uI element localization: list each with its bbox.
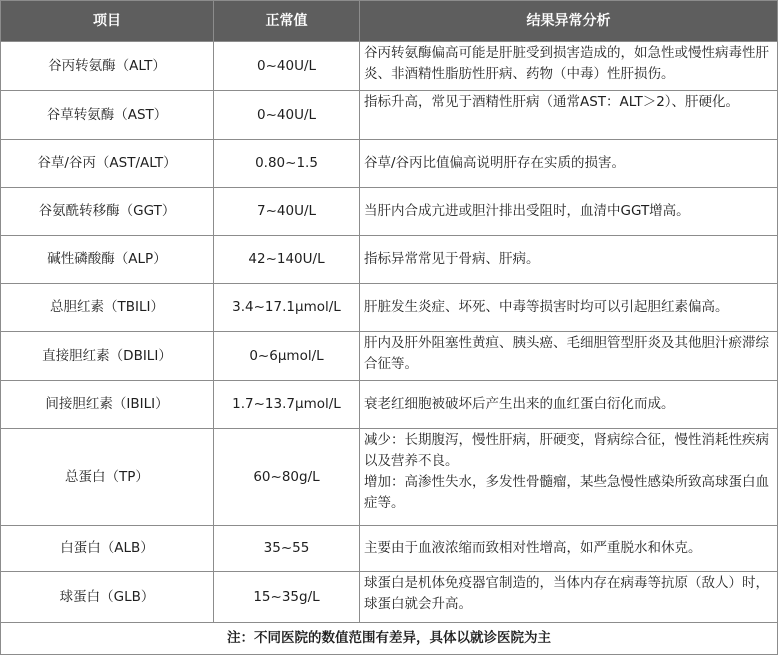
analysis-text xyxy=(360,140,778,188)
analysis-paragraph: 肝内及肝外阻塞性黄疸、胰头癌、毛细胆管型肝炎及其他胆汁瘀滞综合征等。 xyxy=(364,335,769,372)
item-name: 碱性磷酸酶（ALP） xyxy=(1,236,214,284)
table-header-row xyxy=(1,1,778,42)
analysis-paragraph-increase: 增加：高渗性失水，多发性骨髓瘤，某些急慢性感染所致高球蛋白血症等。 xyxy=(364,474,769,511)
normal-range: 3.4~17.1μmol/L xyxy=(214,284,360,332)
analysis-text xyxy=(360,572,778,623)
header-normal-value: 正常值 xyxy=(214,1,360,42)
footnote-row xyxy=(1,623,778,655)
normal-range: 0~6μmol/L xyxy=(214,332,360,381)
analysis-text xyxy=(360,91,778,140)
analysis-text xyxy=(360,332,778,381)
normal-range: 15~35g/L xyxy=(214,572,360,623)
analysis-text xyxy=(360,188,778,236)
table-row xyxy=(1,236,778,284)
item-name: 谷草/谷丙（AST/ALT） xyxy=(1,140,214,188)
footnote: 注：不同医院的数值范围有差异，具体以就诊医院为主 xyxy=(1,623,778,655)
analysis-text xyxy=(360,526,778,572)
item-name: 白蛋白（ALB） xyxy=(1,526,214,572)
table-row xyxy=(1,284,778,332)
analysis-paragraph: 指标升高，常见于酒精性肝病（通常AST：ALT＞2）、肝硬化。 xyxy=(364,94,740,110)
analysis-paragraph: 谷草/谷丙比值偏高说明肝存在实质的损害。 xyxy=(364,155,626,171)
item-name: 球蛋白（GLB） xyxy=(1,572,214,623)
table-row xyxy=(1,42,778,91)
analysis-paragraph: 当肝内合成亢进或胆汁排出受阻时，血清中GGT增高。 xyxy=(364,203,690,219)
normal-range: 0~40U/L xyxy=(214,42,360,91)
analysis-paragraph: 球蛋白是机体免疫器官制造的，当体内存在病毒等抗原（敌人）时，球蛋白就会升高。 xyxy=(364,575,769,612)
normal-range: 7~40U/L xyxy=(214,188,360,236)
normal-range: 0~40U/L xyxy=(214,91,360,140)
analysis-paragraph: 指标异常常见于骨病、肝病。 xyxy=(364,251,540,267)
table-row xyxy=(1,572,778,623)
item-name: 谷草转氨酶（AST） xyxy=(1,91,214,140)
analysis-text xyxy=(360,381,778,429)
table-row xyxy=(1,140,778,188)
normal-range: 42~140U/L xyxy=(214,236,360,284)
analysis-text xyxy=(360,284,778,332)
item-name: 谷氨酰转移酶（GGT） xyxy=(1,188,214,236)
item-name: 直接胆红素（DBILI） xyxy=(1,332,214,381)
analysis-text xyxy=(360,42,778,91)
normal-range: 0.80~1.5 xyxy=(214,140,360,188)
analysis-text xyxy=(360,236,778,284)
item-name: 总胆红素（TBILI） xyxy=(1,284,214,332)
analysis-paragraph: 肝脏发生炎症、坏死、中毒等损害时均可以引起胆红素偏高。 xyxy=(364,299,729,315)
analysis-paragraph-decrease: 减少：长期腹泻，慢性肝病，肝硬变，肾病综合征，慢性消耗性疾病以及营养不良。 xyxy=(364,432,769,469)
table-row xyxy=(1,429,778,526)
analysis-paragraph: 谷丙转氨酶偏高可能是肝脏受到损害造成的，如急性或慢性病毒性肝炎、非酒精性脂肪性肝病、药物（中毒）性肝损伤。 xyxy=(364,45,769,82)
analysis-paragraph: 主要由于血液浓缩而致相对性增高，如严重脱水和休克。 xyxy=(364,540,702,556)
normal-range: 60~80g/L xyxy=(214,429,360,526)
normal-range: 35~55 xyxy=(214,526,360,572)
table-row xyxy=(1,188,778,236)
table-row xyxy=(1,526,778,572)
item-name: 间接胆红素（IBILI） xyxy=(1,381,214,429)
table-row xyxy=(1,381,778,429)
header-abnormal-analysis: 结果异常分析 xyxy=(360,1,778,42)
header-item: 项目 xyxy=(1,1,214,42)
item-name: 总蛋白（TP） xyxy=(1,429,214,526)
table-row xyxy=(1,91,778,140)
normal-range: 1.7~13.7μmol/L xyxy=(214,381,360,429)
analysis-paragraph: 衰老红细胞被破坏后产生出来的血红蛋白衍化而成。 xyxy=(364,396,675,412)
analysis-text xyxy=(360,429,778,526)
item-name: 谷丙转氨酶（ALT） xyxy=(1,42,214,91)
table-row xyxy=(1,332,778,381)
